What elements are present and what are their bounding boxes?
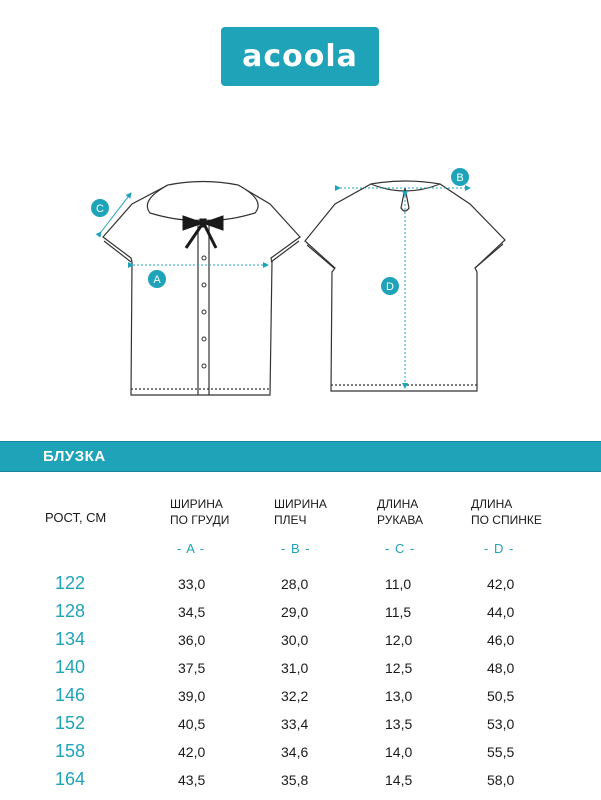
sleeve-length-value: 14,5 [385,772,413,788]
sleeve-length-value: 11,5 [385,604,412,620]
back-length-value: 44,0 [487,604,515,620]
svg-text:A: A [153,274,161,286]
back-length-value: 58,0 [487,772,515,788]
height-value: 146 [55,685,86,705]
svg-text:C: C [96,203,104,215]
table-row [0,629,601,657]
back-length-value: 55,5 [487,744,515,760]
column-header-shoulder-width [274,496,327,528]
column-header-line1: ДЛИНА [377,497,419,511]
sleeve-length-value: 14,0 [385,744,413,760]
table-row [0,573,601,601]
shoulder-width-value: 29,0 [281,604,309,620]
table-row [0,769,601,797]
sleeve-length-value: 11,0 [385,576,412,592]
table-row [0,713,601,741]
button [202,310,206,314]
sleeve-length-value: 12,0 [385,632,413,648]
column-letter-b: - B - [281,541,311,556]
badge-a [148,270,166,288]
section-title: БЛУЗКА [43,448,106,465]
chest-width-value: 34,5 [178,604,206,620]
section-title-band [0,441,601,472]
sleeve-length-value: 13,5 [385,716,413,732]
chest-width-value: 42,0 [178,744,206,760]
height-value: 128 [55,601,86,621]
column-letter-d: - D - [484,541,515,556]
column-header-sleeve-length [377,496,423,528]
table-row [0,685,601,713]
brand-logo [221,27,379,86]
shoulder-width-value: 28,0 [281,576,309,592]
column-letter-c: - C - [385,541,416,556]
column-header-back-length [471,496,542,528]
column-letter-a: - A - [177,541,206,556]
table-row [0,601,601,629]
table-row [0,741,601,769]
chest-width-value: 40,5 [178,716,206,732]
back-length-value: 46,0 [487,632,515,648]
chest-width-value: 39,0 [178,688,206,704]
svg-text:B: B [456,172,464,184]
shoulder-width-value: 34,6 [281,744,309,760]
badge-c [91,199,109,217]
front-view [103,182,300,396]
chest-width-value: 33,0 [178,576,206,592]
badge-d [381,277,399,295]
shoulder-width-value: 31,0 [281,660,309,676]
table-row [0,657,601,685]
back-length-value: 42,0 [487,576,515,592]
height-value: 134 [55,629,86,649]
brand-logo-text: acoola [242,38,358,74]
column-header-line1: ДЛИНА [471,497,513,511]
column-header-chest-width [170,496,229,528]
column-header-line2: ПЛЕЧ [274,513,307,527]
height-value: 122 [55,573,86,593]
height-value: 164 [55,769,86,789]
button [202,256,206,260]
chest-width-value: 36,0 [178,632,206,648]
sleeve-length-value: 12,5 [385,660,413,676]
badge-b [451,168,469,186]
front-body-outline [103,182,300,396]
blouse-technical-drawing [0,150,601,410]
back-length-value: 50,5 [487,688,515,704]
column-header-line1: ШИРИНА [274,497,327,511]
sleeve-length-value: 13,0 [385,688,413,704]
button [202,283,206,287]
row-header-label: РОСТ, СМ [45,510,107,525]
shoulder-width-value: 35,8 [281,772,309,788]
column-header-line1: ШИРИНА [170,497,223,511]
shoulder-width-value: 32,2 [281,688,309,704]
svg-text:D: D [386,281,394,293]
button [202,364,206,368]
chest-width-value: 37,5 [178,660,206,676]
column-header-line2: ПО ГРУДИ [170,513,230,527]
height-value: 140 [55,657,86,677]
back-length-value: 48,0 [487,660,515,676]
column-header-line2: РУКАВА [377,513,423,527]
shoulder-width-value: 30,0 [281,632,309,648]
column-header-line2: ПО СПИНКЕ [471,513,542,527]
button [202,337,206,341]
back-length-value: 53,0 [487,716,515,732]
shoulder-width-value: 33,4 [281,716,309,732]
chest-width-value: 43,5 [178,772,206,788]
height-value: 152 [55,713,86,733]
height-value: 158 [55,741,86,761]
